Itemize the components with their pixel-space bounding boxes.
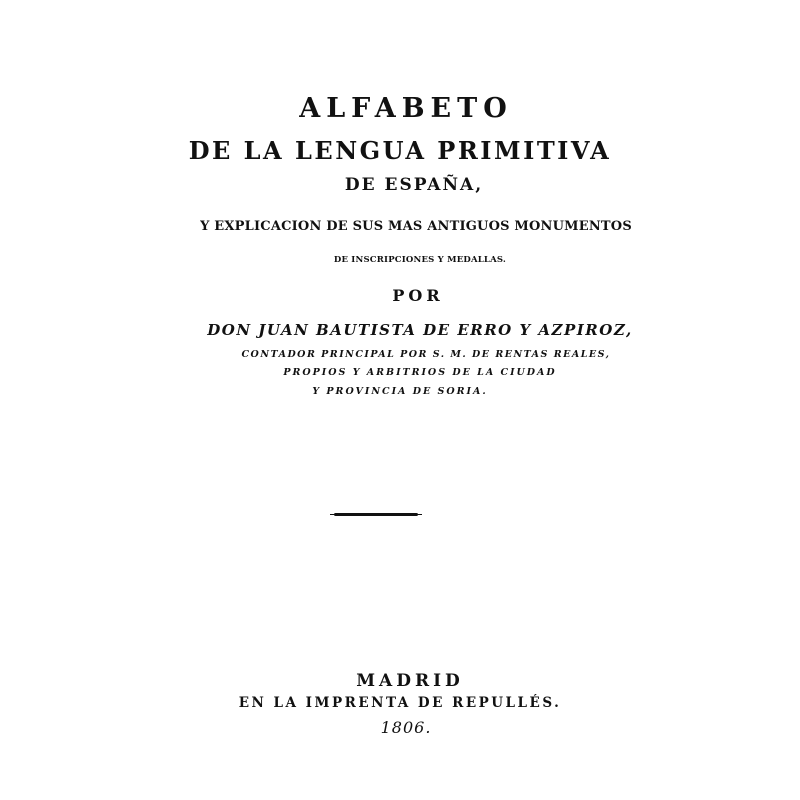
author-role-line-3: Y PROVINCIA DE SORIA. bbox=[312, 386, 488, 397]
imprint-printer: EN LA IMPRENTA DE REPULLÉS. bbox=[238, 695, 562, 711]
book-description-continued: DE INSCRIPCIONES Y MEDALLAS. bbox=[333, 255, 507, 265]
imprint-place: MADRID bbox=[356, 671, 464, 691]
book-title: ALFABETO bbox=[299, 93, 513, 124]
author-role-line-2: PROPIOS Y ARBITRIOS DE LA CIUDAD bbox=[283, 367, 557, 378]
byline-label: POR bbox=[392, 286, 444, 305]
book-subtitle-country: DE ESPAÑA, bbox=[344, 175, 484, 195]
ornamental-rule bbox=[334, 513, 418, 516]
author-role-line-1: CONTADOR PRINCIPAL POR S. M. DE RENTAS REALES, bbox=[241, 349, 611, 360]
author-name: DON JUAN BAUTISTA DE ERRO Y AZPIROZ, bbox=[207, 321, 633, 339]
imprint-year: 1806. bbox=[380, 718, 432, 737]
book-subtitle: DE LA LENGUA PRIMITIVA bbox=[188, 136, 612, 165]
book-description: Y EXPLICACION DE SUS MAS ANTIGUOS MONUMENTOS bbox=[200, 219, 632, 234]
